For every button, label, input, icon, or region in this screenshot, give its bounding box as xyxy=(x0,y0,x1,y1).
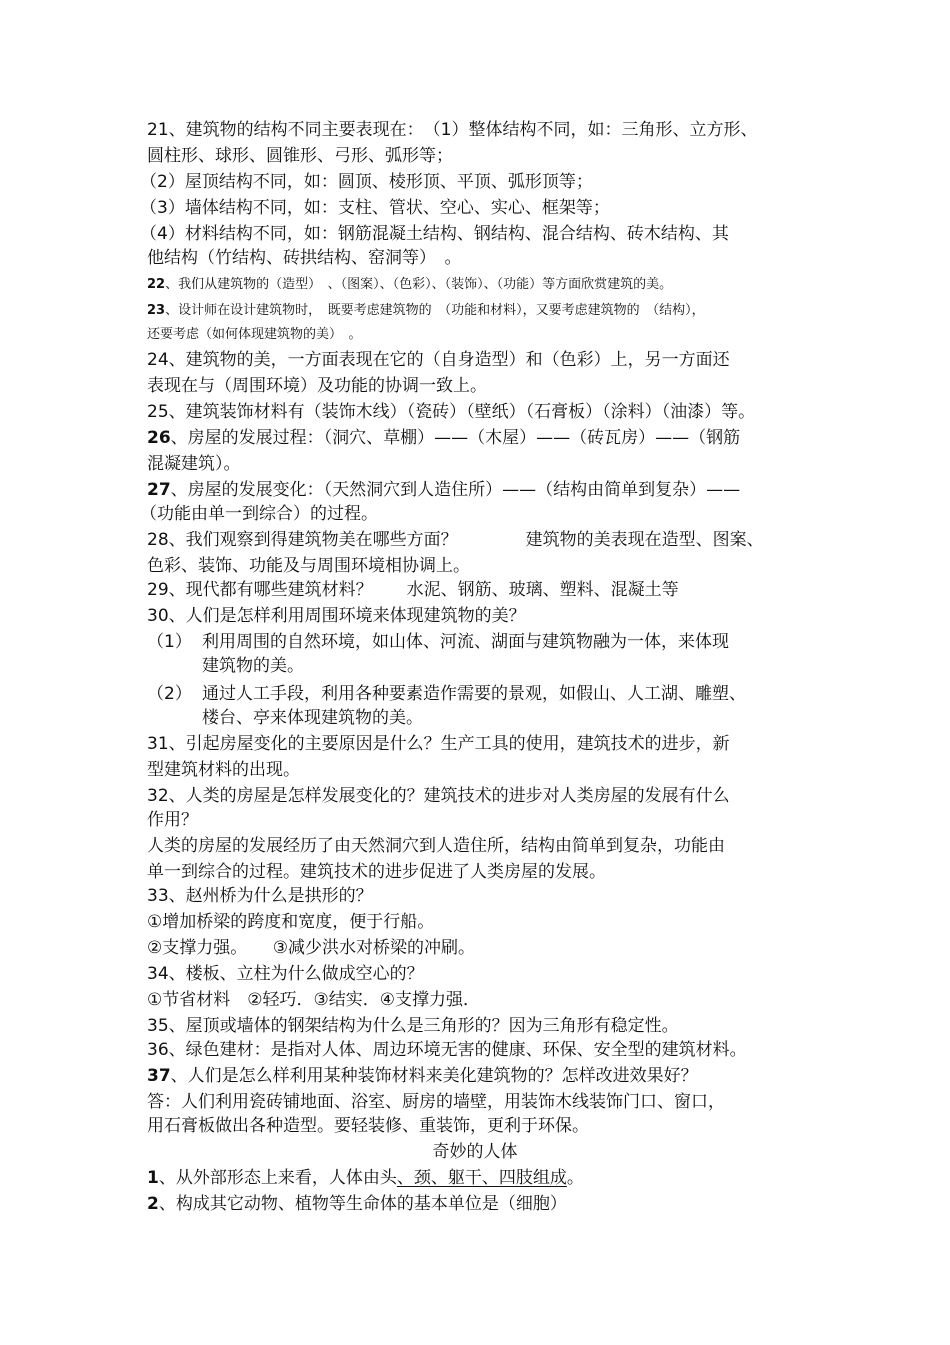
item-number: 26 xyxy=(147,428,171,448)
text-line: 用石膏板做出各种造型。要轻装修、重装饰，更利于环保。 xyxy=(147,1116,589,1136)
text-line: 答：人们利用瓷砖铺地面、浴室、厨房的墙壁，用装饰木线装饰门口、窗口， xyxy=(147,1092,725,1112)
line-text: 、构成其它动物、植物等生命体的基本单位是（细胞） xyxy=(158,1194,567,1214)
text-line: ①增加桥梁的跨度和宽度，便于行船。 xyxy=(147,912,435,932)
item-number: 1 xyxy=(147,1168,159,1188)
text-line xyxy=(147,1168,584,1188)
text-line: 24、建筑物的美，一方面表现在它的（自身造型）和（色彩）上，另一方面还 xyxy=(147,350,730,370)
text-line: 32、人类的房屋是怎样发展变化的？建筑技术的进步对人类房屋的发展有什么 xyxy=(147,786,730,806)
text-line: 建筑物的美。 xyxy=(202,656,304,676)
line-text: 、我们从建筑物的（造型） 、（图案）、（色彩）、（装饰）、（功能）等方面欣赏建筑的美。 xyxy=(165,277,673,292)
item-number: 22 xyxy=(147,277,166,292)
text-line: 作用？ xyxy=(147,810,198,830)
line-text: 、房屋的发展变化：（天然洞穴到人造住所）——（结构由简单到复杂）—— xyxy=(170,480,741,500)
text-line: 楼台、亭来体现建筑物的美。 xyxy=(202,708,423,728)
item-number: 2 xyxy=(147,1194,159,1214)
text-line: 36、绿色建材：是指对人体、周边环境无害的健康、环保、安全型的建筑材料。 xyxy=(147,1040,747,1060)
text-line: 33、赵州桥为什么是拱形的？ xyxy=(147,886,373,906)
list-marker: （1） xyxy=(147,632,192,652)
item-number: 23 xyxy=(147,303,166,318)
text-line: （3）墙体结构不同，如：支柱、管状、空心、实心、框架等； xyxy=(140,198,610,218)
text-line xyxy=(147,1066,698,1086)
text-line: 25、建筑装饰材料有（装饰木线）（瓷砖）（壁纸）（石膏板）（涂料）（油漆）等。 xyxy=(147,402,756,422)
text-line: 21、建筑物的结构不同主要表现在： （1）整体结构不同，如：三角形、立方形、 xyxy=(147,120,758,140)
text-line: 单一到综合的过程。建筑技术的进步促进了人类房屋的发展。 xyxy=(147,862,606,882)
underlined-text: 、颈、躯干、四肢组成 xyxy=(396,1168,567,1188)
text-line: 35、屋顶或墙体的钢架结构为什么是三角形的？因为三角形有稳定性。 xyxy=(147,1016,679,1036)
text-line: （4）材料结构不同，如：钢筋混凝土结构、钢结构、混合结构、砖木结构、其 xyxy=(140,224,729,244)
text-line: （功能由单一到综合）的过程。 xyxy=(140,504,378,524)
text-line: 表现在与（周围环境）及功能的协调一致上。 xyxy=(147,376,487,396)
text-line: （2）屋顶结构不同，如：圆顶、棱形顶、平顶、弧形顶等； xyxy=(140,172,593,192)
line-text: 、人们是怎么样利用某种装饰材料来美化建筑物的？怎样改进效果好？ xyxy=(170,1066,698,1086)
text-line xyxy=(147,480,740,500)
text-line: 他结构（竹结构、砖拱结构、窑洞等） 。 xyxy=(147,248,462,268)
line-text: 、设计师在设计建筑物时， 既要考虑建筑物的 （功能和材料），又要考虑建筑物的 （结构）， xyxy=(165,303,705,318)
text-line: 28、我们观察到得建筑物美在哪些方面？ 建筑物的美表现在造型、图案、 xyxy=(147,530,764,550)
text-line xyxy=(147,276,672,294)
section-title: 奇妙的人体 xyxy=(432,1142,518,1162)
text-line: 29、现代都有哪些建筑材料？ 水泥、钢筋、玻璃、塑料、混凝土等 xyxy=(147,580,679,600)
line-text: 、从外部形态上来看，人体由头 xyxy=(158,1168,397,1188)
text-line xyxy=(147,302,705,320)
text-line: 型建筑材料的出现。 xyxy=(147,760,300,780)
item-number: 27 xyxy=(147,480,171,500)
line-text: 。 xyxy=(566,1168,584,1188)
text-line: ①节省材料 ②轻巧．③结实．④支撑力强． xyxy=(147,990,480,1010)
text-line: 还要考虑（如何体现建筑物的美） 。 xyxy=(147,327,362,342)
text-line: 色彩、装饰、功能及与周围环境相协调上。 xyxy=(147,556,470,576)
text-line: 30、人们是怎样利用周围环境来体现建筑物的美？ xyxy=(147,606,526,626)
text-line: 利用周围的自然环境，如山体、河流、湖面与建筑物融为一体，来体现 xyxy=(202,632,729,652)
item-number: 37 xyxy=(147,1066,171,1086)
list-marker: （2） xyxy=(147,684,192,704)
text-line xyxy=(147,1194,567,1214)
text-line: 通过人工手段，利用各种要素造作需要的景观，如假山、人工湖、雕塑、 xyxy=(202,684,746,704)
line-text: 、房屋的发展过程：（洞穴、草棚）——（木屋）——（砖瓦房）——（钢筋 xyxy=(170,428,741,448)
text-line: 人类的房屋的发展经历了由天然洞穴到人造住所，结构由简单到复杂，功能由 xyxy=(147,836,725,856)
text-line: 圆柱形、球形、圆锥形、弓形、弧形等； xyxy=(147,146,453,166)
text-line xyxy=(147,428,740,448)
text-line: 34、楼板、立柱为什么做成空心的？ xyxy=(147,964,424,984)
text-line: 31、引起房屋变化的主要原因是什么？生产工具的使用，建筑技术的进步，新 xyxy=(147,734,730,754)
text-line: 混凝建筑）。 xyxy=(147,454,241,474)
text-line: ②支撑力强。 ③减少洪水对桥梁的冲刷。 xyxy=(147,938,475,958)
